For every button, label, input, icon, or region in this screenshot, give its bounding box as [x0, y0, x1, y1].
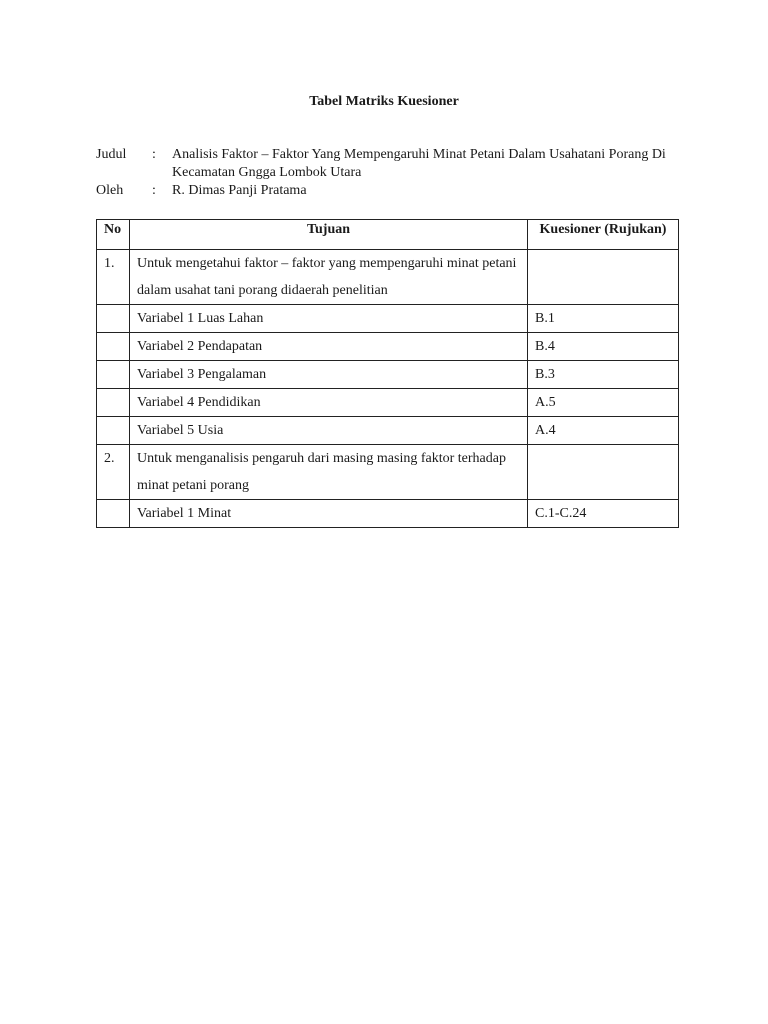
header-no: No — [97, 220, 130, 250]
cell-ref: B.3 — [528, 361, 679, 389]
cell-ref: C.1-C.24 — [528, 500, 679, 528]
header-tujuan: Tujuan — [130, 220, 528, 250]
table-row — [97, 389, 679, 417]
table-header-row — [97, 220, 679, 250]
table-row — [97, 445, 679, 500]
document-meta — [96, 146, 696, 200]
table-row — [97, 250, 679, 305]
meta-value: R. Dimas Panji Pratama — [172, 183, 307, 198]
cell-tujuan: Untuk mengetahui faktor – faktor yang mempengaruhi minat petani dalam usahat tani porang didaerah penelitian — [130, 250, 528, 305]
cell-no — [97, 417, 130, 445]
cell-no: 1. — [97, 250, 130, 305]
cell-no — [97, 305, 130, 333]
meta-row-judul — [96, 146, 696, 182]
cell-tujuan: Variabel 1 Minat — [130, 500, 528, 528]
cell-tujuan: Untuk menganalisis pengaruh dari masing masing faktor terhadap minat petani porang — [130, 445, 528, 500]
cell-tujuan: Variabel 3 Pengalaman — [130, 361, 528, 389]
cell-tujuan: Variabel 2 Pendapatan — [130, 333, 528, 361]
meta-colon: : — [152, 147, 156, 162]
cell-ref: B.1 — [528, 305, 679, 333]
cell-ref: B.4 — [528, 333, 679, 361]
cell-ref — [528, 250, 679, 305]
cell-no: 2. — [97, 445, 130, 500]
meta-value: Analisis Faktor – Faktor Yang Mempengaruhi Minat Petani Dalam Usahatani Porang Di Kecamatan Gngga Lombok Utara — [172, 147, 666, 180]
meta-label: Oleh — [96, 183, 124, 198]
cell-no — [97, 389, 130, 417]
meta-row-oleh — [96, 182, 696, 200]
header-kuesioner: Kuesioner (Rujukan) — [528, 220, 679, 250]
cell-ref: A.5 — [528, 389, 679, 417]
cell-no — [97, 333, 130, 361]
table-row — [97, 305, 679, 333]
table-row — [97, 333, 679, 361]
cell-tujuan: Variabel 5 Usia — [130, 417, 528, 445]
meta-label: Judul — [96, 147, 127, 162]
cell-no — [97, 500, 130, 528]
page-title: Tabel Matriks Kuesioner — [309, 94, 459, 109]
cell-ref: A.4 — [528, 417, 679, 445]
cell-ref — [528, 445, 679, 500]
table-row — [97, 500, 679, 528]
cell-tujuan: Variabel 4 Pendidikan — [130, 389, 528, 417]
questionnaire-matrix-table — [96, 219, 679, 528]
cell-tujuan: Variabel 1 Luas Lahan — [130, 305, 528, 333]
cell-no — [97, 361, 130, 389]
table-row — [97, 361, 679, 389]
meta-colon: : — [152, 183, 156, 198]
table-row — [97, 417, 679, 445]
